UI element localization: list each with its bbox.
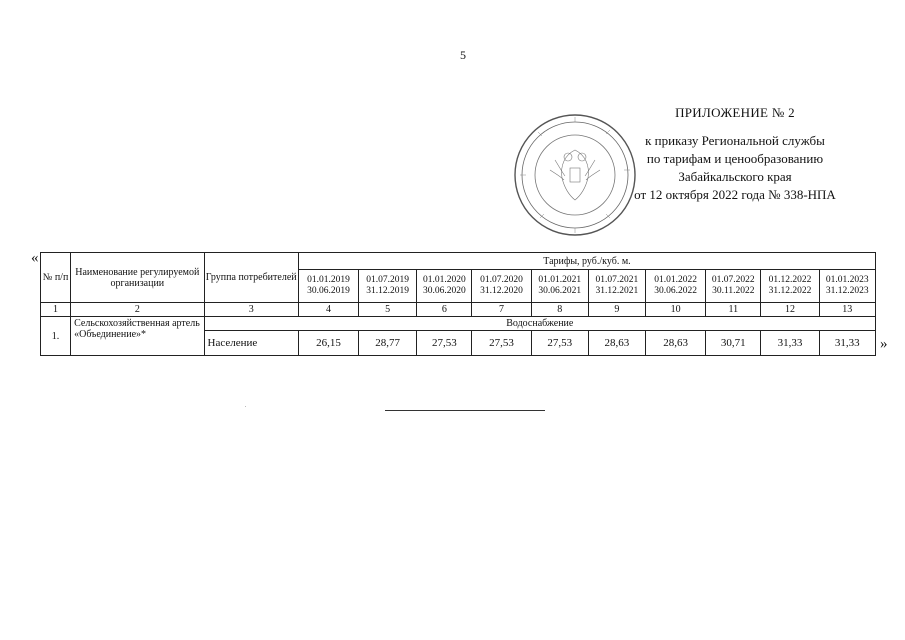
period-header xyxy=(819,270,875,303)
column-number: 13 xyxy=(819,303,875,317)
scan-artifact xyxy=(245,406,246,407)
period-header xyxy=(646,270,706,303)
period-from: 01.01.2021 xyxy=(538,275,582,285)
appendix-line-1: к приказу Региональной службы xyxy=(645,133,825,148)
column-number: 8 xyxy=(531,303,588,317)
period-header xyxy=(359,270,417,303)
section-water-supply: Водоснабжение xyxy=(204,317,875,331)
period-header xyxy=(706,270,761,303)
tariff-value: 27,53 xyxy=(417,331,472,356)
period-to: 31.12.2022 xyxy=(768,286,812,296)
period-header xyxy=(298,270,358,303)
column-number: 4 xyxy=(298,303,358,317)
tariff-value: 28,63 xyxy=(588,331,645,356)
period-from: 01.07.2020 xyxy=(480,275,523,285)
end-of-document-line xyxy=(385,410,545,411)
period-from: 01.01.2020 xyxy=(422,275,466,285)
column-number: 7 xyxy=(472,303,531,317)
header-num: № п/п xyxy=(41,253,71,303)
appendix-line-2: по тарифам и ценообразованию xyxy=(646,151,824,166)
tariff-value: 27,53 xyxy=(531,331,588,356)
period-to: 30.06.2021 xyxy=(538,286,582,296)
column-number: 1 xyxy=(41,303,71,317)
column-number: 2 xyxy=(71,303,204,317)
opening-quote: « xyxy=(31,250,39,266)
period-to: 31.12.2021 xyxy=(595,286,639,296)
appendix-header xyxy=(600,104,870,204)
tariff-value: 31,33 xyxy=(761,331,819,356)
period-to: 30.06.2020 xyxy=(422,286,466,296)
column-number: 11 xyxy=(706,303,761,317)
appendix-line-4: от 12 октября 2022 года № 338-НПА xyxy=(634,187,836,202)
column-number: 9 xyxy=(588,303,645,317)
row-number: 1. xyxy=(41,317,71,356)
period-to: 30.06.2019 xyxy=(307,286,350,296)
tariff-value: 26,15 xyxy=(298,331,358,356)
tariff-value: 27,53 xyxy=(472,331,531,356)
column-number: 3 xyxy=(204,303,298,317)
column-number: 6 xyxy=(417,303,472,317)
period-from: 01.12.2022 xyxy=(768,275,812,285)
period-header xyxy=(417,270,472,303)
period-to: 31.12.2020 xyxy=(480,286,523,296)
tariff-value: 28,77 xyxy=(359,331,417,356)
tariff-value: 30,71 xyxy=(706,331,761,356)
column-number: 5 xyxy=(359,303,417,317)
period-to: 31.12.2019 xyxy=(366,286,410,296)
period-from: 01.07.2021 xyxy=(595,275,639,285)
column-number: 12 xyxy=(761,303,819,317)
period-to: 30.11.2022 xyxy=(712,286,755,296)
appendix-line-3: Забайкальского края xyxy=(678,169,792,184)
tariff-table xyxy=(40,252,876,356)
tariff-value: 28,63 xyxy=(646,331,706,356)
closing-quote: » xyxy=(880,336,888,352)
header-group: Группа потребителей xyxy=(204,253,298,303)
header-tariffs: Тарифы, руб./куб. м. xyxy=(298,253,875,270)
page-number: 5 xyxy=(460,48,466,62)
organization-name: Сельскохозяйственная артель «Объединение»* xyxy=(71,317,204,356)
tariff-value: 31,33 xyxy=(819,331,875,356)
period-header xyxy=(588,270,645,303)
period-to: 30.06.2022 xyxy=(654,286,697,296)
period-from: 01.01.2022 xyxy=(654,275,697,285)
period-header xyxy=(531,270,588,303)
period-to: 31.12.2023 xyxy=(825,286,869,296)
period-header xyxy=(472,270,531,303)
column-number: 10 xyxy=(646,303,706,317)
appendix-title: ПРИЛОЖЕНИЕ № 2 xyxy=(675,105,795,120)
period-from: 01.07.2022 xyxy=(711,275,755,285)
header-org: Наименование регулируемой организации xyxy=(71,253,204,303)
period-from: 01.01.2019 xyxy=(307,275,350,285)
consumer-group: Население xyxy=(204,331,298,356)
period-from: 01.07.2019 xyxy=(366,275,410,285)
period-header xyxy=(761,270,819,303)
period-from: 01.01.2023 xyxy=(825,275,869,285)
